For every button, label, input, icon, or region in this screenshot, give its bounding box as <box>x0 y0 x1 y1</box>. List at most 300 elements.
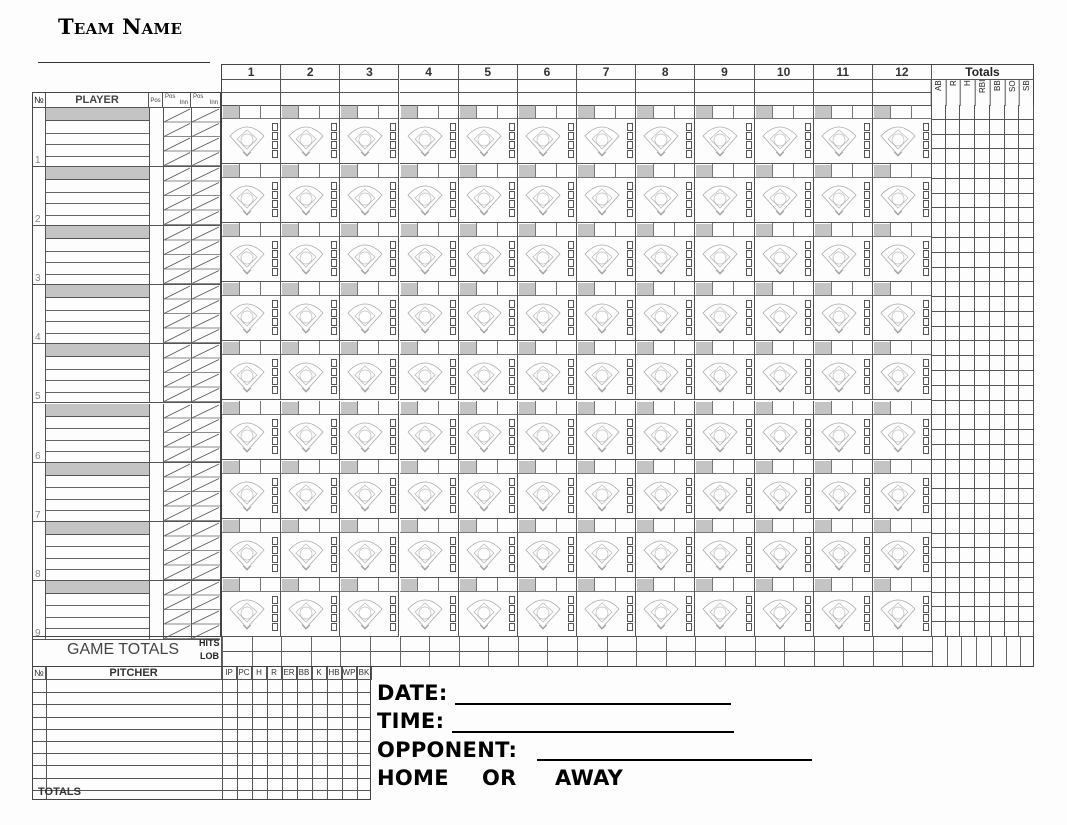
totals-cell[interactable] <box>975 607 990 622</box>
out-box[interactable] <box>272 182 278 190</box>
out-box[interactable] <box>568 496 574 504</box>
out-box[interactable] <box>805 300 811 308</box>
out-box[interactable] <box>864 241 870 249</box>
out-box[interactable] <box>686 241 692 249</box>
totals-cell[interactable] <box>1005 460 1020 475</box>
game-total-cell[interactable] <box>607 637 608 666</box>
out-box[interactable] <box>627 487 633 495</box>
out-box[interactable] <box>390 487 396 495</box>
inning-sub-cell[interactable] <box>873 80 932 93</box>
totals-cell[interactable] <box>960 415 975 430</box>
totals-cell[interactable] <box>975 401 990 416</box>
out-box[interactable] <box>864 623 870 631</box>
at-bat-cell[interactable] <box>755 578 814 637</box>
out-box[interactable] <box>686 564 692 572</box>
totals-cell[interactable] <box>1005 578 1020 593</box>
out-box[interactable] <box>331 250 337 258</box>
out-box[interactable] <box>450 200 456 208</box>
out-box[interactable] <box>686 259 692 267</box>
totals-cell[interactable] <box>990 238 1005 253</box>
pitcher-row[interactable] <box>33 790 370 791</box>
out-box[interactable] <box>509 327 515 335</box>
game-total-cell[interactable] <box>488 637 489 666</box>
game-total-cell[interactable] <box>252 637 253 666</box>
out-box[interactable] <box>331 368 337 376</box>
out-box[interactable] <box>923 419 929 427</box>
out-box[interactable] <box>272 437 278 445</box>
totals-cell[interactable] <box>946 563 961 578</box>
game-total-cell[interactable] <box>222 637 223 666</box>
out-box[interactable] <box>864 614 870 622</box>
at-bat-cell[interactable] <box>636 578 695 637</box>
out-box[interactable] <box>450 300 456 308</box>
totals-cell[interactable] <box>990 223 1005 238</box>
game-total-cell[interactable] <box>695 637 696 666</box>
out-box[interactable] <box>272 191 278 199</box>
totals-cell[interactable] <box>990 164 1005 179</box>
out-box[interactable] <box>331 132 337 140</box>
at-bat-cell[interactable] <box>873 460 932 519</box>
totals-cell[interactable] <box>931 593 946 608</box>
out-box[interactable] <box>272 446 278 454</box>
at-bat-cell[interactable] <box>340 578 399 637</box>
totals-cell[interactable] <box>931 327 946 342</box>
totals-cell[interactable] <box>1019 282 1034 297</box>
out-box[interactable] <box>805 132 811 140</box>
totals-cell[interactable] <box>975 534 990 549</box>
totals-cell[interactable] <box>990 327 1005 342</box>
out-box[interactable] <box>509 132 515 140</box>
out-box[interactable] <box>450 132 456 140</box>
out-box[interactable] <box>627 605 633 613</box>
out-box[interactable] <box>390 505 396 513</box>
at-bat-cell[interactable] <box>873 401 932 460</box>
out-box[interactable] <box>390 419 396 427</box>
at-bat-cell[interactable] <box>340 105 399 164</box>
out-box[interactable] <box>686 359 692 367</box>
out-box[interactable] <box>627 250 633 258</box>
out-box[interactable] <box>864 327 870 335</box>
game-total-cell[interactable] <box>784 637 785 666</box>
out-box[interactable] <box>746 537 752 545</box>
out-box[interactable] <box>390 318 396 326</box>
totals-cell[interactable] <box>946 268 961 283</box>
at-bat-cell[interactable] <box>755 519 814 578</box>
totals-cell[interactable] <box>931 622 946 637</box>
totals-cell[interactable] <box>960 208 975 223</box>
out-box[interactable] <box>272 241 278 249</box>
substitute-line[interactable] <box>46 440 149 441</box>
at-bat-cell[interactable] <box>755 164 814 223</box>
totals-cell[interactable] <box>1005 297 1020 312</box>
at-bat-cell[interactable] <box>518 223 577 282</box>
out-box[interactable] <box>272 386 278 394</box>
totals-cell[interactable] <box>975 356 990 371</box>
totals-cell[interactable] <box>960 607 975 622</box>
totals-cell[interactable] <box>960 297 975 312</box>
totals-cell[interactable] <box>1019 194 1034 209</box>
out-box[interactable] <box>805 200 811 208</box>
totals-cell[interactable] <box>931 297 946 312</box>
player-name-field[interactable] <box>46 108 149 121</box>
totals-cell[interactable] <box>1005 105 1020 120</box>
out-box[interactable] <box>509 368 515 376</box>
out-box[interactable] <box>509 359 515 367</box>
totals-cell[interactable] <box>931 578 946 593</box>
out-box[interactable] <box>923 368 929 376</box>
out-box[interactable] <box>509 191 515 199</box>
out-box[interactable] <box>509 250 515 258</box>
totals-cell[interactable] <box>1005 223 1020 238</box>
out-box[interactable] <box>272 623 278 631</box>
totals-cell[interactable] <box>1019 415 1034 430</box>
at-bat-cell[interactable] <box>695 460 754 519</box>
out-box[interactable] <box>686 546 692 554</box>
out-box[interactable] <box>450 564 456 572</box>
out-box[interactable] <box>568 132 574 140</box>
totals-cell[interactable] <box>975 105 990 120</box>
out-box[interactable] <box>390 564 396 572</box>
out-box[interactable] <box>272 428 278 436</box>
totals-cell[interactable] <box>990 504 1005 519</box>
out-box[interactable] <box>509 200 515 208</box>
totals-cell[interactable] <box>975 563 990 578</box>
out-box[interactable] <box>864 437 870 445</box>
totals-cell[interactable] <box>960 371 975 386</box>
totals-cell[interactable] <box>1019 548 1034 563</box>
out-box[interactable] <box>390 437 396 445</box>
at-bat-cell[interactable] <box>281 341 340 400</box>
out-box[interactable] <box>390 327 396 335</box>
out-box[interactable] <box>627 123 633 131</box>
out-box[interactable] <box>568 386 574 394</box>
out-box[interactable] <box>509 386 515 394</box>
out-box[interactable] <box>272 614 278 622</box>
totals-cell[interactable] <box>946 401 961 416</box>
totals-cell[interactable] <box>931 430 946 445</box>
totals-cell[interactable] <box>1005 504 1020 519</box>
inning-sub-cell[interactable] <box>695 80 754 93</box>
totals-cell[interactable] <box>1019 504 1034 519</box>
totals-cell[interactable] <box>1005 607 1020 622</box>
pitcher-row[interactable] <box>33 765 370 766</box>
at-bat-cell[interactable] <box>636 519 695 578</box>
out-box[interactable] <box>272 419 278 427</box>
at-bat-cell[interactable] <box>518 164 577 223</box>
out-box[interactable] <box>272 318 278 326</box>
totals-cell[interactable] <box>946 386 961 401</box>
out-box[interactable] <box>568 300 574 308</box>
position-cell[interactable] <box>149 463 163 521</box>
out-box[interactable] <box>627 478 633 486</box>
out-box[interactable] <box>746 419 752 427</box>
totals-cell[interactable] <box>1005 519 1020 534</box>
out-box[interactable] <box>390 368 396 376</box>
out-box[interactable] <box>864 428 870 436</box>
out-box[interactable] <box>805 614 811 622</box>
out-box[interactable] <box>923 182 929 190</box>
at-bat-cell[interactable] <box>340 282 399 341</box>
out-box[interactable] <box>686 150 692 158</box>
totals-cell[interactable] <box>975 578 990 593</box>
at-bat-cell[interactable] <box>281 519 340 578</box>
totals-cell[interactable] <box>990 179 1005 194</box>
out-box[interactable] <box>805 182 811 190</box>
totals-cell[interactable] <box>946 208 961 223</box>
position-cell[interactable] <box>149 344 163 402</box>
out-box[interactable] <box>923 596 929 604</box>
out-box[interactable] <box>805 191 811 199</box>
totals-cell[interactable] <box>960 268 975 283</box>
totals-cell[interactable] <box>990 120 1005 135</box>
out-box[interactable] <box>390 359 396 367</box>
totals-cell[interactable] <box>1019 430 1034 445</box>
totals-cell[interactable] <box>1005 401 1020 416</box>
player-name-field[interactable] <box>46 404 149 417</box>
out-box[interactable] <box>509 309 515 317</box>
out-box[interactable] <box>331 478 337 486</box>
out-box[interactable] <box>805 327 811 335</box>
out-box[interactable] <box>686 496 692 504</box>
totals-cell[interactable] <box>1005 312 1020 327</box>
out-box[interactable] <box>390 182 396 190</box>
at-bat-cell[interactable] <box>577 578 636 637</box>
totals-cell[interactable] <box>975 445 990 460</box>
game-total-cell[interactable] <box>400 637 401 666</box>
out-box[interactable] <box>746 182 752 190</box>
out-box[interactable] <box>686 555 692 563</box>
out-box[interactable] <box>864 259 870 267</box>
out-box[interactable] <box>864 496 870 504</box>
substitute-line[interactable] <box>46 510 149 511</box>
out-box[interactable] <box>509 437 515 445</box>
out-box[interactable] <box>568 241 574 249</box>
totals-cell[interactable] <box>931 445 946 460</box>
totals-cell[interactable] <box>960 430 975 445</box>
totals-cell[interactable] <box>990 548 1005 563</box>
totals-cell[interactable] <box>946 120 961 135</box>
out-box[interactable] <box>805 241 811 249</box>
out-box[interactable] <box>923 537 929 545</box>
totals-cell[interactable] <box>990 563 1005 578</box>
at-bat-cell[interactable] <box>577 223 636 282</box>
totals-cell[interactable] <box>960 489 975 504</box>
totals-cell[interactable] <box>1019 268 1034 283</box>
at-bat-cell[interactable] <box>814 223 873 282</box>
out-box[interactable] <box>746 478 752 486</box>
substitute-line[interactable] <box>46 569 149 570</box>
totals-cell[interactable] <box>990 593 1005 608</box>
out-box[interactable] <box>568 327 574 335</box>
out-box[interactable] <box>805 505 811 513</box>
game-total-cell[interactable] <box>814 637 815 666</box>
totals-cell[interactable] <box>1005 268 1020 283</box>
out-box[interactable] <box>509 419 515 427</box>
out-box[interactable] <box>864 182 870 190</box>
out-box[interactable] <box>568 596 574 604</box>
out-box[interactable] <box>686 487 692 495</box>
totals-cell[interactable] <box>975 268 990 283</box>
out-box[interactable] <box>686 437 692 445</box>
out-box[interactable] <box>331 241 337 249</box>
totals-cell[interactable] <box>1019 253 1034 268</box>
out-box[interactable] <box>450 377 456 385</box>
out-box[interactable] <box>864 487 870 495</box>
totals-cell[interactable] <box>931 504 946 519</box>
at-bat-cell[interactable] <box>755 401 814 460</box>
out-box[interactable] <box>627 132 633 140</box>
out-box[interactable] <box>923 428 929 436</box>
totals-cell[interactable] <box>946 149 961 164</box>
out-box[interactable] <box>331 209 337 217</box>
out-box[interactable] <box>864 555 870 563</box>
out-box[interactable] <box>568 623 574 631</box>
totals-cell[interactable] <box>1019 534 1034 549</box>
out-box[interactable] <box>864 309 870 317</box>
totals-cell[interactable] <box>1005 253 1020 268</box>
totals-cell[interactable] <box>1005 489 1020 504</box>
inning-sub-cell[interactable] <box>577 80 636 93</box>
at-bat-cell[interactable] <box>814 282 873 341</box>
out-box[interactable] <box>272 377 278 385</box>
out-box[interactable] <box>331 150 337 158</box>
out-box[interactable] <box>746 564 752 572</box>
at-bat-cell[interactable] <box>222 164 281 223</box>
out-box[interactable] <box>390 132 396 140</box>
totals-cell[interactable] <box>931 238 946 253</box>
at-bat-cell[interactable] <box>814 164 873 223</box>
out-box[interactable] <box>450 555 456 563</box>
out-box[interactable] <box>746 309 752 317</box>
out-box[interactable] <box>805 250 811 258</box>
out-box[interactable] <box>923 123 929 131</box>
out-box[interactable] <box>923 496 929 504</box>
totals-cell[interactable] <box>960 327 975 342</box>
out-box[interactable] <box>450 123 456 131</box>
out-box[interactable] <box>805 546 811 554</box>
out-box[interactable] <box>686 614 692 622</box>
totals-cell[interactable] <box>946 593 961 608</box>
totals-cell[interactable] <box>946 282 961 297</box>
totals-cell[interactable] <box>1005 282 1020 297</box>
totals-cell[interactable] <box>990 415 1005 430</box>
out-box[interactable] <box>390 623 396 631</box>
out-box[interactable] <box>568 437 574 445</box>
date-field[interactable] <box>455 703 731 705</box>
out-box[interactable] <box>923 200 929 208</box>
out-box[interactable] <box>864 150 870 158</box>
out-box[interactable] <box>509 268 515 276</box>
totals-cell[interactable] <box>1005 474 1020 489</box>
at-bat-cell[interactable] <box>518 460 577 519</box>
out-box[interactable] <box>390 150 396 158</box>
out-box[interactable] <box>390 605 396 613</box>
totals-cell[interactable] <box>1019 593 1034 608</box>
totals-cell[interactable] <box>1019 238 1034 253</box>
out-box[interactable] <box>272 478 278 486</box>
out-box[interactable] <box>450 309 456 317</box>
out-box[interactable] <box>746 368 752 376</box>
out-box[interactable] <box>450 496 456 504</box>
game-total-cell[interactable] <box>755 637 756 666</box>
inning-sub-cell[interactable] <box>636 80 695 93</box>
at-bat-cell[interactable] <box>636 164 695 223</box>
out-box[interactable] <box>805 623 811 631</box>
game-total-cell[interactable] <box>873 637 874 666</box>
at-bat-cell[interactable] <box>400 223 459 282</box>
out-box[interactable] <box>923 359 929 367</box>
totals-cell[interactable] <box>1005 194 1020 209</box>
out-box[interactable] <box>450 141 456 149</box>
totals-cell[interactable] <box>960 460 975 475</box>
pitcher-row[interactable] <box>33 692 370 693</box>
at-bat-cell[interactable] <box>755 223 814 282</box>
out-box[interactable] <box>331 428 337 436</box>
out-box[interactable] <box>686 368 692 376</box>
out-box[interactable] <box>746 614 752 622</box>
player-name-field[interactable] <box>46 344 149 357</box>
out-box[interactable] <box>864 446 870 454</box>
substitute-line[interactable] <box>46 262 149 263</box>
at-bat-cell[interactable] <box>695 223 754 282</box>
out-box[interactable] <box>450 614 456 622</box>
out-box[interactable] <box>923 309 929 317</box>
pitcher-row[interactable] <box>33 741 370 742</box>
out-box[interactable] <box>746 437 752 445</box>
out-box[interactable] <box>686 123 692 131</box>
out-box[interactable] <box>272 327 278 335</box>
out-box[interactable] <box>686 377 692 385</box>
at-bat-cell[interactable] <box>222 401 281 460</box>
out-box[interactable] <box>686 623 692 631</box>
totals-cell[interactable] <box>931 371 946 386</box>
totals-cell[interactable] <box>975 593 990 608</box>
out-box[interactable] <box>568 487 574 495</box>
at-bat-cell[interactable] <box>340 341 399 400</box>
substitute-line[interactable] <box>46 274 149 275</box>
totals-cell[interactable] <box>960 401 975 416</box>
out-box[interactable] <box>686 200 692 208</box>
out-box[interactable] <box>746 327 752 335</box>
substitute-line[interactable] <box>46 203 149 204</box>
out-box[interactable] <box>627 377 633 385</box>
totals-cell[interactable] <box>931 194 946 209</box>
out-box[interactable] <box>331 318 337 326</box>
out-box[interactable] <box>923 209 929 217</box>
out-box[interactable] <box>331 182 337 190</box>
totals-cell[interactable] <box>1019 386 1034 401</box>
substitute-line[interactable] <box>46 369 149 370</box>
totals-cell[interactable] <box>931 312 946 327</box>
at-bat-cell[interactable] <box>518 578 577 637</box>
at-bat-cell[interactable] <box>222 519 281 578</box>
substitute-line[interactable] <box>46 558 149 559</box>
out-box[interactable] <box>923 268 929 276</box>
totals-cell[interactable] <box>1005 341 1020 356</box>
substitute-line[interactable] <box>46 321 149 322</box>
totals-cell[interactable] <box>946 223 961 238</box>
out-box[interactable] <box>568 419 574 427</box>
team-name-field[interactable] <box>38 62 210 63</box>
out-box[interactable] <box>568 605 574 613</box>
game-total-cell[interactable] <box>340 637 341 666</box>
totals-cell[interactable] <box>1019 519 1034 534</box>
at-bat-cell[interactable] <box>340 460 399 519</box>
at-bat-cell[interactable] <box>340 519 399 578</box>
out-box[interactable] <box>627 537 633 545</box>
totals-cell[interactable] <box>931 548 946 563</box>
out-box[interactable] <box>509 555 515 563</box>
